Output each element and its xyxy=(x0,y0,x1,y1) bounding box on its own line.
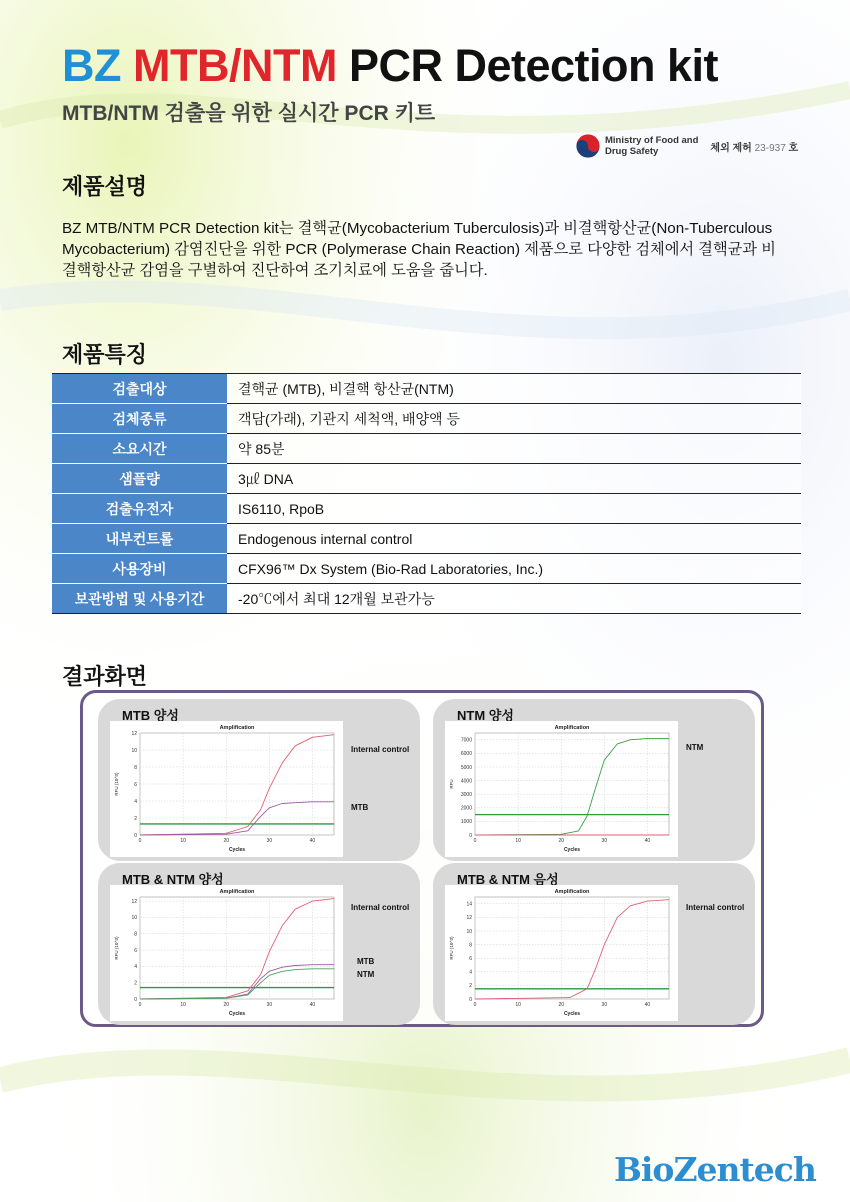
annotation-internal-control: Internal control xyxy=(351,745,410,754)
y-tick-label: 10 xyxy=(131,915,137,922)
annotation-mtb: MTB xyxy=(357,957,375,966)
y-axis-label: RFU xyxy=(449,779,454,789)
plot-area xyxy=(475,733,669,835)
product-description: BZ MTB/NTM PCR Detection kit는 결핵균(Mycobacterium Tuberculosis)과 비결핵항산균(Non-Tuberculous Mycobacterium) 감염진단을 위한 PCR (Polymerase Chain Reaction) 제품으로 다양한 검체에서 결핵균과 비결핵항산균 감염을 구별하여 진단하여 조기치료에 도움을 줍니다. xyxy=(62,220,776,279)
result-panel-mtb-ntm-positive xyxy=(98,863,420,1025)
y-tick-label: 8 xyxy=(134,931,137,938)
feature-row xyxy=(52,404,801,434)
feature-key: 검출대상 xyxy=(52,374,227,404)
x-axis-label: Cycles xyxy=(563,847,581,853)
x-tick-label: 20 xyxy=(558,838,565,844)
feature-value: -20℃에서 최대 12개월 보관가능 xyxy=(227,584,801,614)
amplification-chart xyxy=(110,885,343,1021)
annotation-internal-control: Internal control xyxy=(351,903,410,912)
chart-title: Amplification xyxy=(219,725,255,731)
feature-row xyxy=(52,434,801,464)
feature-key: 보관방법 및 사용기간 xyxy=(52,584,227,614)
panel-label: MTB 양성 xyxy=(122,708,179,723)
brand-logo: BioZentech xyxy=(614,1150,816,1189)
x-tick-label: 0 xyxy=(138,1002,142,1008)
annotation-internal-control: Internal control xyxy=(686,903,745,912)
feature-key: 내부컨트롤 xyxy=(52,524,227,554)
x-tick-label: 10 xyxy=(180,838,186,844)
amplification-chart xyxy=(445,885,678,1021)
x-tick-label: 30 xyxy=(266,1002,273,1008)
y-tick-label: 0 xyxy=(134,832,137,839)
y-tick-label: 6 xyxy=(469,956,472,962)
result-panel-mtb-positive xyxy=(98,699,420,861)
panel-label: MTB & NTM 음성 xyxy=(457,872,559,887)
x-tick-label: 20 xyxy=(223,1002,230,1008)
chart-title: Amplification xyxy=(554,725,590,731)
y-tick-label: 0 xyxy=(134,996,137,1003)
y-axis-label: RFU (10^3) xyxy=(114,772,119,796)
x-tick-label: 20 xyxy=(223,838,230,844)
y-tick-label: 6000 xyxy=(460,751,472,758)
x-tick-label: 40 xyxy=(309,1002,316,1008)
registration-number: 체외 제허 23-937 호 xyxy=(710,142,799,154)
feature-value: Endogenous internal control xyxy=(227,524,801,554)
feature-row xyxy=(52,374,801,404)
annotation-mtb: MTB xyxy=(351,803,369,812)
plot-area xyxy=(140,897,334,999)
feature-value: 결핵균 (MTB), 비결핵 항산균(NTM) xyxy=(227,374,801,404)
x-tick-label: 40 xyxy=(644,838,651,844)
section-heading-features: 제품특징 xyxy=(62,342,148,367)
approval-badge xyxy=(575,133,798,159)
y-tick-label: 0 xyxy=(469,996,472,1003)
y-tick-label: 8 xyxy=(134,764,137,771)
y-tick-label: 12 xyxy=(131,898,137,905)
x-axis-label: Cycles xyxy=(228,1011,246,1017)
y-tick-label: 2 xyxy=(134,980,137,987)
y-tick-label: 2 xyxy=(469,983,472,990)
ministry-name: Ministry of Food and Drug Safety xyxy=(605,135,699,157)
feature-key: 소요시간 xyxy=(52,434,227,464)
feature-row xyxy=(52,554,801,584)
x-tick-label: 10 xyxy=(180,1002,186,1008)
y-tick-label: 1000 xyxy=(460,819,472,826)
section-heading-results: 결과화면 xyxy=(62,664,148,689)
x-tick-label: 0 xyxy=(473,838,477,844)
x-axis-label: Cycles xyxy=(563,1011,581,1017)
feature-key: 검출유전자 xyxy=(52,494,227,524)
chart-title: Amplification xyxy=(219,889,255,895)
title-rest: PCR Detection kit xyxy=(348,40,719,91)
y-tick-label: 4 xyxy=(134,964,137,971)
y-tick-label: 4000 xyxy=(460,778,472,785)
title-bz: BZ xyxy=(62,40,121,91)
plot-area xyxy=(475,897,669,999)
section-heading-description: 제품설명 xyxy=(62,174,148,199)
y-axis-label: RFU (10^3) xyxy=(114,936,119,960)
results-frame xyxy=(80,690,764,1027)
x-tick-label: 0 xyxy=(138,838,142,844)
x-axis-label: Cycles xyxy=(228,847,246,853)
y-tick-label: 10 xyxy=(131,747,137,754)
y-tick-label: 4 xyxy=(469,969,472,976)
y-tick-label: 0 xyxy=(469,832,472,839)
y-tick-label: 2000 xyxy=(460,805,472,812)
y-tick-label: 6 xyxy=(134,947,137,954)
y-tick-label: 2 xyxy=(134,815,137,822)
ministry-logo-icon xyxy=(575,133,601,159)
y-tick-label: 6 xyxy=(134,781,137,788)
feature-value: 객담(가래), 기관지 세척액, 배양액 등 xyxy=(227,404,801,434)
panel-label: MTB & NTM 양성 xyxy=(122,872,224,887)
x-tick-label: 40 xyxy=(644,1002,651,1008)
features-table xyxy=(52,373,801,614)
y-tick-label: 5000 xyxy=(460,764,472,771)
amplification-chart xyxy=(445,721,678,857)
feature-key: 샘플량 xyxy=(52,464,227,494)
feature-row xyxy=(52,494,801,524)
x-tick-label: 40 xyxy=(309,838,316,844)
y-tick-label: 14 xyxy=(466,901,472,908)
x-tick-label: 10 xyxy=(515,838,521,844)
feature-row xyxy=(52,584,801,614)
y-tick-label: 4 xyxy=(134,798,137,805)
feature-row xyxy=(52,524,801,554)
x-tick-label: 30 xyxy=(601,838,608,844)
title-mtb-ntm: MTB/NTM xyxy=(133,40,337,91)
page-subtitle: MTB/NTM 검출을 위한 실시간 PCR 키트 xyxy=(62,102,436,125)
feature-value: 3㎕ DNA xyxy=(227,464,801,494)
x-tick-label: 30 xyxy=(266,838,273,844)
result-panel-mtb-ntm-negative xyxy=(433,863,755,1025)
feature-key: 사용장비 xyxy=(52,554,227,584)
y-tick-label: 7000 xyxy=(460,737,472,744)
y-axis-label: RFU (10^3) xyxy=(449,936,454,960)
annotation-ntm: NTM xyxy=(357,970,375,979)
result-panel-ntm-positive xyxy=(433,699,755,861)
amplification-chart xyxy=(110,721,343,857)
feature-key: 검체종류 xyxy=(52,404,227,434)
y-tick-label: 10 xyxy=(466,928,472,935)
chart-title: Amplification xyxy=(554,889,590,895)
page-title xyxy=(62,40,718,92)
feature-value: CFX96™ Dx System (Bio-Rad Laboratories, Inc.) xyxy=(227,554,801,584)
y-tick-label: 12 xyxy=(466,915,472,922)
y-tick-label: 3000 xyxy=(460,792,472,798)
annotation-ntm: NTM xyxy=(686,743,704,752)
y-tick-label: 8 xyxy=(469,942,472,949)
feature-value: IS6110, RpoB xyxy=(227,494,801,524)
y-tick-label: 12 xyxy=(131,730,137,737)
feature-row xyxy=(52,464,801,494)
x-tick-label: 10 xyxy=(515,1002,521,1008)
x-tick-label: 30 xyxy=(601,1002,608,1008)
x-tick-label: 20 xyxy=(558,1002,565,1008)
feature-value: 약 85분 xyxy=(227,434,801,464)
panel-label: NTM 양성 xyxy=(457,708,514,723)
x-tick-label: 0 xyxy=(473,1002,477,1008)
